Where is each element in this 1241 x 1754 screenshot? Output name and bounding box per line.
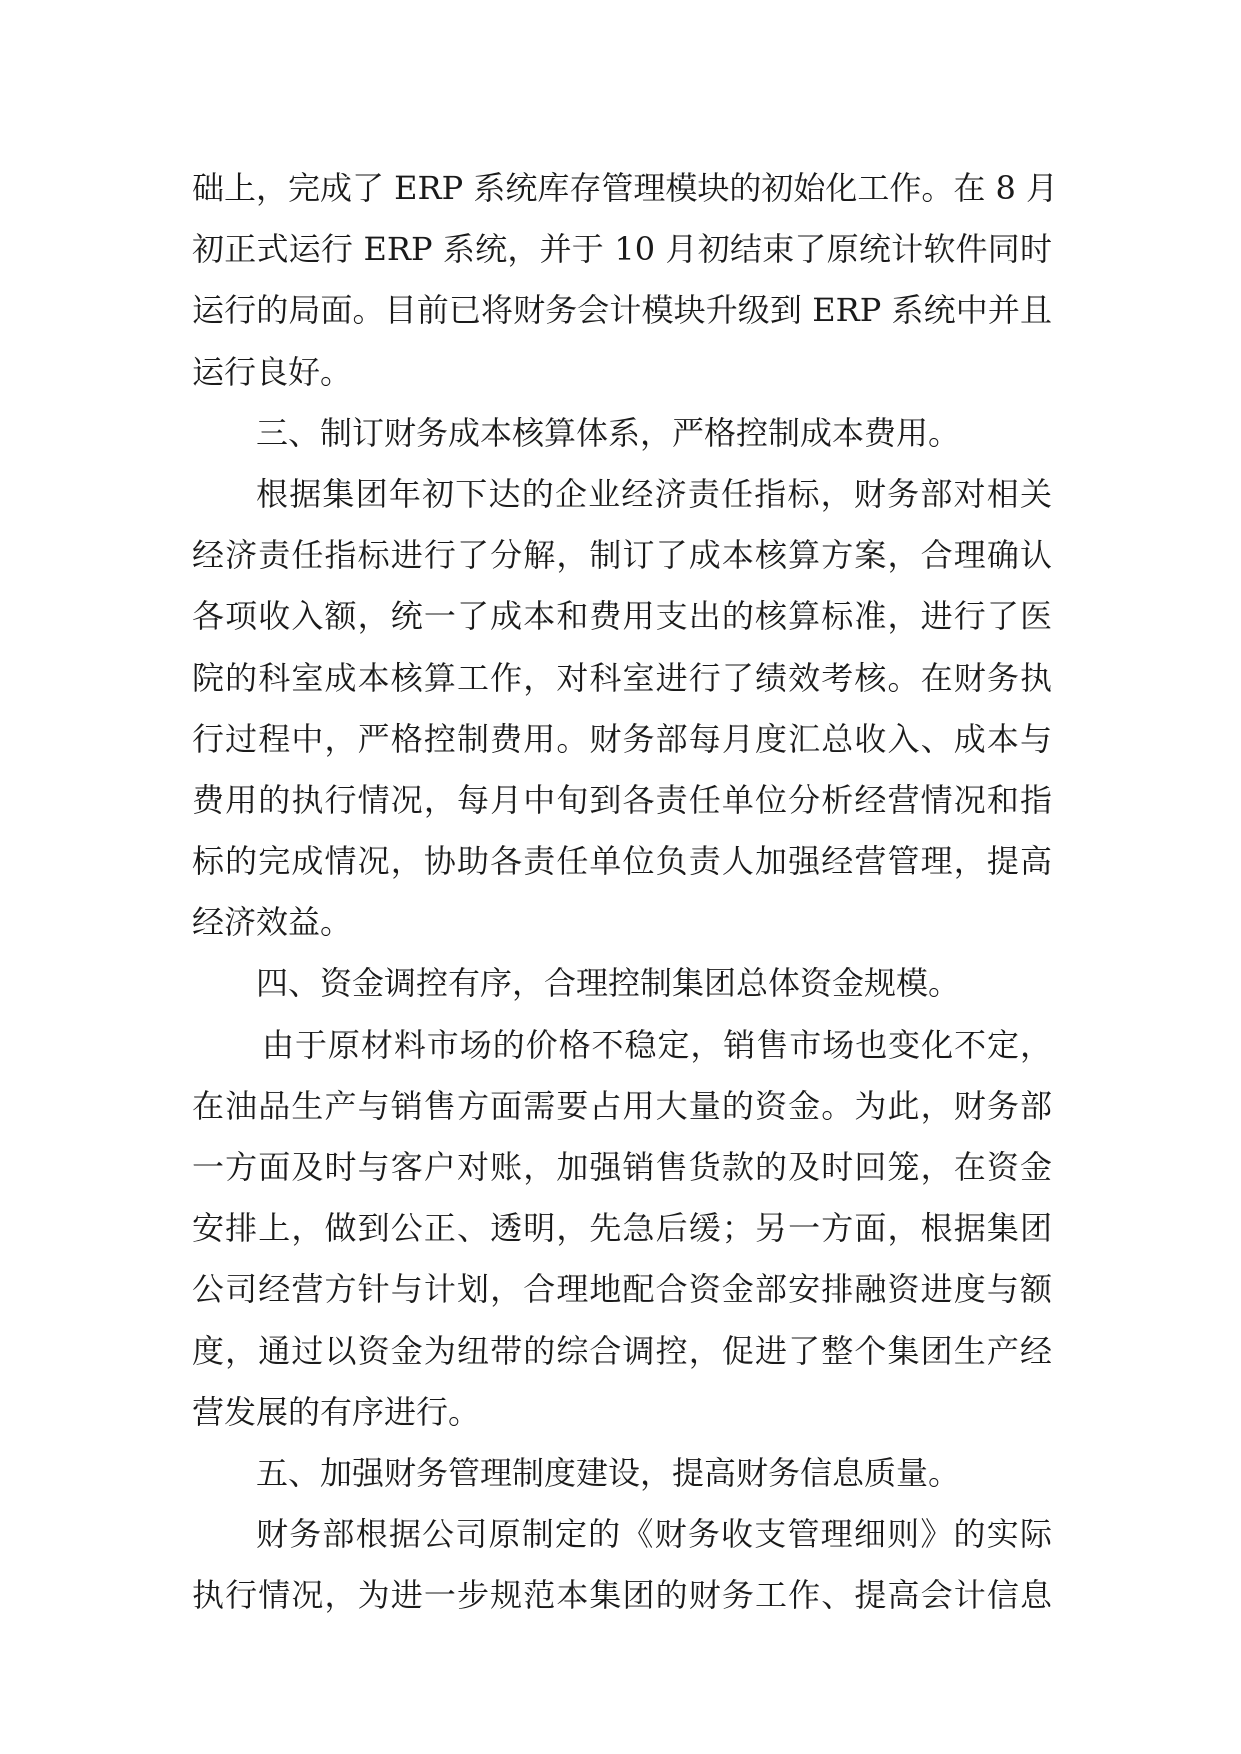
text-line: 度，通过以资金为纽带的综合调控，促进了整个集团生产经 [192,1331,1052,1370]
text-line: 公司经营方针与计划，合理地配合资金部安排融资进度与额 [192,1270,1052,1309]
section-heading-4: 四、资金调控有序，合理控制集团总体资金规模。 [256,964,961,1003]
text-line: 经济责任指标进行了分解，制订了成本核算方案，合理确认 [192,536,1052,575]
text-line: 运行良好。 [192,352,353,391]
text-line: 安排上，做到公正、透明，先急后缓；另一方面，根据集团 [192,1209,1052,1248]
text-line: 初正式运行 ERP 系统，并于 10 月初结束了原统计软件同时 [192,230,1052,269]
text-line: 财务部根据公司原制定的《财务收支管理细则》的实际 [256,1515,1052,1554]
document-body [192,158,1059,1627]
section-heading-5: 五、加强财务管理制度建设，提高财务信息质量。 [256,1453,961,1492]
text-line: 础上，完成了 ERP 系统库存管理模块的初始化工作。在 8 月 [192,169,1059,207]
text-line: 由于原材料市场的价格不稳定，销售市场也变化不定， [262,1025,1052,1064]
text-line: 行过程中，严格控制费用。财务部每月度汇总收入、成本与 [192,719,1052,758]
text-line: 院的科室成本核算工作，对科室进行了绩效考核。在财务执 [192,658,1052,697]
text-line: 各项收入额，统一了成本和费用支出的核算标准，进行了医 [192,597,1052,636]
text-line: 经济效益。 [192,903,353,942]
section-heading-3: 三、制订财务成本核算体系，严格控制成本费用。 [256,413,961,452]
text-line: 费用的执行情况，每月中旬到各责任单位分析经营情况和指 [192,780,1052,819]
text-line: 标的完成情况，协助各责任单位负责人加强经营管理，提高 [192,842,1052,881]
text-line: 营发展的有序进行。 [192,1392,481,1431]
text-line: 运行的局面。目前已将财务会计模块升级到 ERP 系统中并且 [192,291,1052,330]
text-line: 根据集团年初下达的企业经济责任指标，财务部对相关 [256,474,1052,513]
text-line: 执行情况，为进一步规范本集团的财务工作、提高会计信息 [192,1576,1052,1615]
text-line: 在油品生产与销售方面需要占用大量的资金。为此，财务部 [192,1086,1052,1125]
text-line: 一方面及时与客户对账，加强销售货款的及时回笼，在资金 [192,1148,1052,1186]
